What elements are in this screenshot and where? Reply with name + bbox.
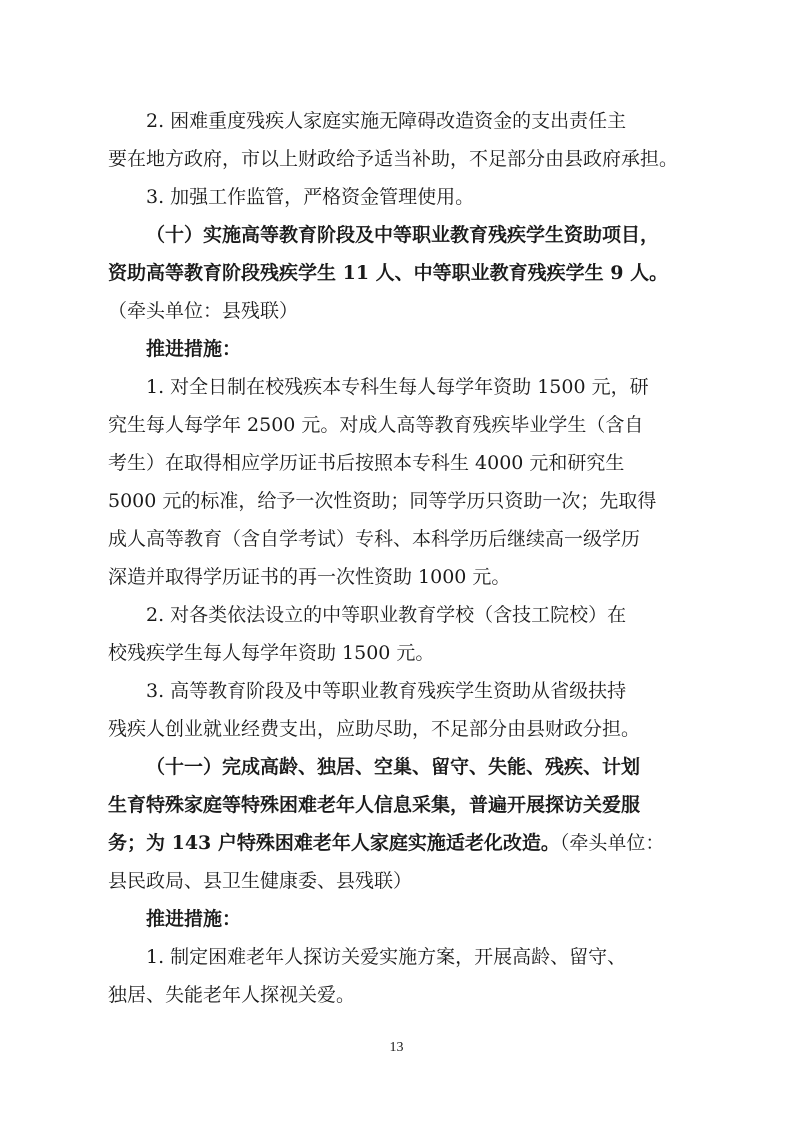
section-heading-line: 生育特殊家庭等特殊困难老年人信息采集，普遍开展探访关爱服 bbox=[108, 794, 641, 816]
section-heading-line: 资助高等教育阶段残疾学生 11 人、中等职业教育残疾学生 9 人。 bbox=[108, 262, 669, 284]
paragraph-line: 成人高等教育（含自学考试）专科、本科学历后继续高一级学历 bbox=[108, 528, 641, 550]
section-heading-line: （十一）完成高龄、独居、空巢、留守、失能、残疾、计划 bbox=[146, 756, 641, 778]
paragraph-line: 独居、失能老年人探视关爱。 bbox=[108, 984, 356, 1006]
paragraph-line: 要在地方政府，市以上财政给予适当补助，不足部分由县政府承担。 bbox=[108, 148, 679, 170]
lead-unit-prefix: （牵头单位： bbox=[559, 832, 665, 854]
paragraph-line: 校残疾学生每人每学年资助 1500 元。 bbox=[108, 642, 435, 664]
paragraph-line: 1. 对全日制在校残疾本专科生每人每学年资助 1500 元，研 bbox=[146, 376, 649, 398]
measures-label: 推进措施： bbox=[146, 908, 242, 930]
paragraph-line: 残疾人创业就业经费支出，应助尽助，不足部分由县财政分担。 bbox=[108, 718, 641, 740]
paragraph-line: 3. 加强工作监管，严格资金管理使用。 bbox=[146, 186, 475, 208]
lead-unit-note: 县民政局、县卫生健康委、县残联） bbox=[108, 870, 413, 892]
paragraph-line: 3. 高等教育阶段及中等职业教育残疾学生资助从省级扶持 bbox=[146, 680, 627, 702]
paragraph-line: 究生每人每学年 2500 元。对成人高等教育残疾毕业学生（含自 bbox=[108, 414, 644, 436]
paragraph-line: 2. 困难重度残疾人家庭实施无障碍改造资金的支出责任主 bbox=[146, 110, 627, 132]
paragraph-line: 2. 对各类依法设立的中等职业教育学校（含技工院校）在 bbox=[146, 604, 627, 626]
document-body bbox=[108, 102, 690, 1014]
page-number: 13 bbox=[389, 1040, 404, 1055]
section-heading-line-mixed bbox=[108, 824, 690, 862]
lead-unit-note: （牵头单位：县残联） bbox=[108, 300, 299, 322]
paragraph-line: 1. 制定困难老年人探访关爱实施方案，开展高龄、留守、 bbox=[146, 946, 627, 968]
heading-bold-part: 务；为 143 户特殊困难老年人家庭实施适老化改造。 bbox=[108, 832, 560, 854]
paragraph-line: 5000 元的标准，给予一次性资助；同等学历只资助一次；先取得 bbox=[108, 490, 657, 512]
paragraph-line: 考生）在取得相应学历证书后按照本专科生 4000 元和研究生 bbox=[108, 452, 625, 474]
paragraph-line: 深造并取得学历证书的再一次性资助 1000 元。 bbox=[108, 566, 511, 588]
measures-label: 推进措施： bbox=[146, 338, 242, 360]
section-heading-line: （十）实施高等教育阶段及中等职业教育残疾学生资助项目， bbox=[146, 224, 660, 246]
